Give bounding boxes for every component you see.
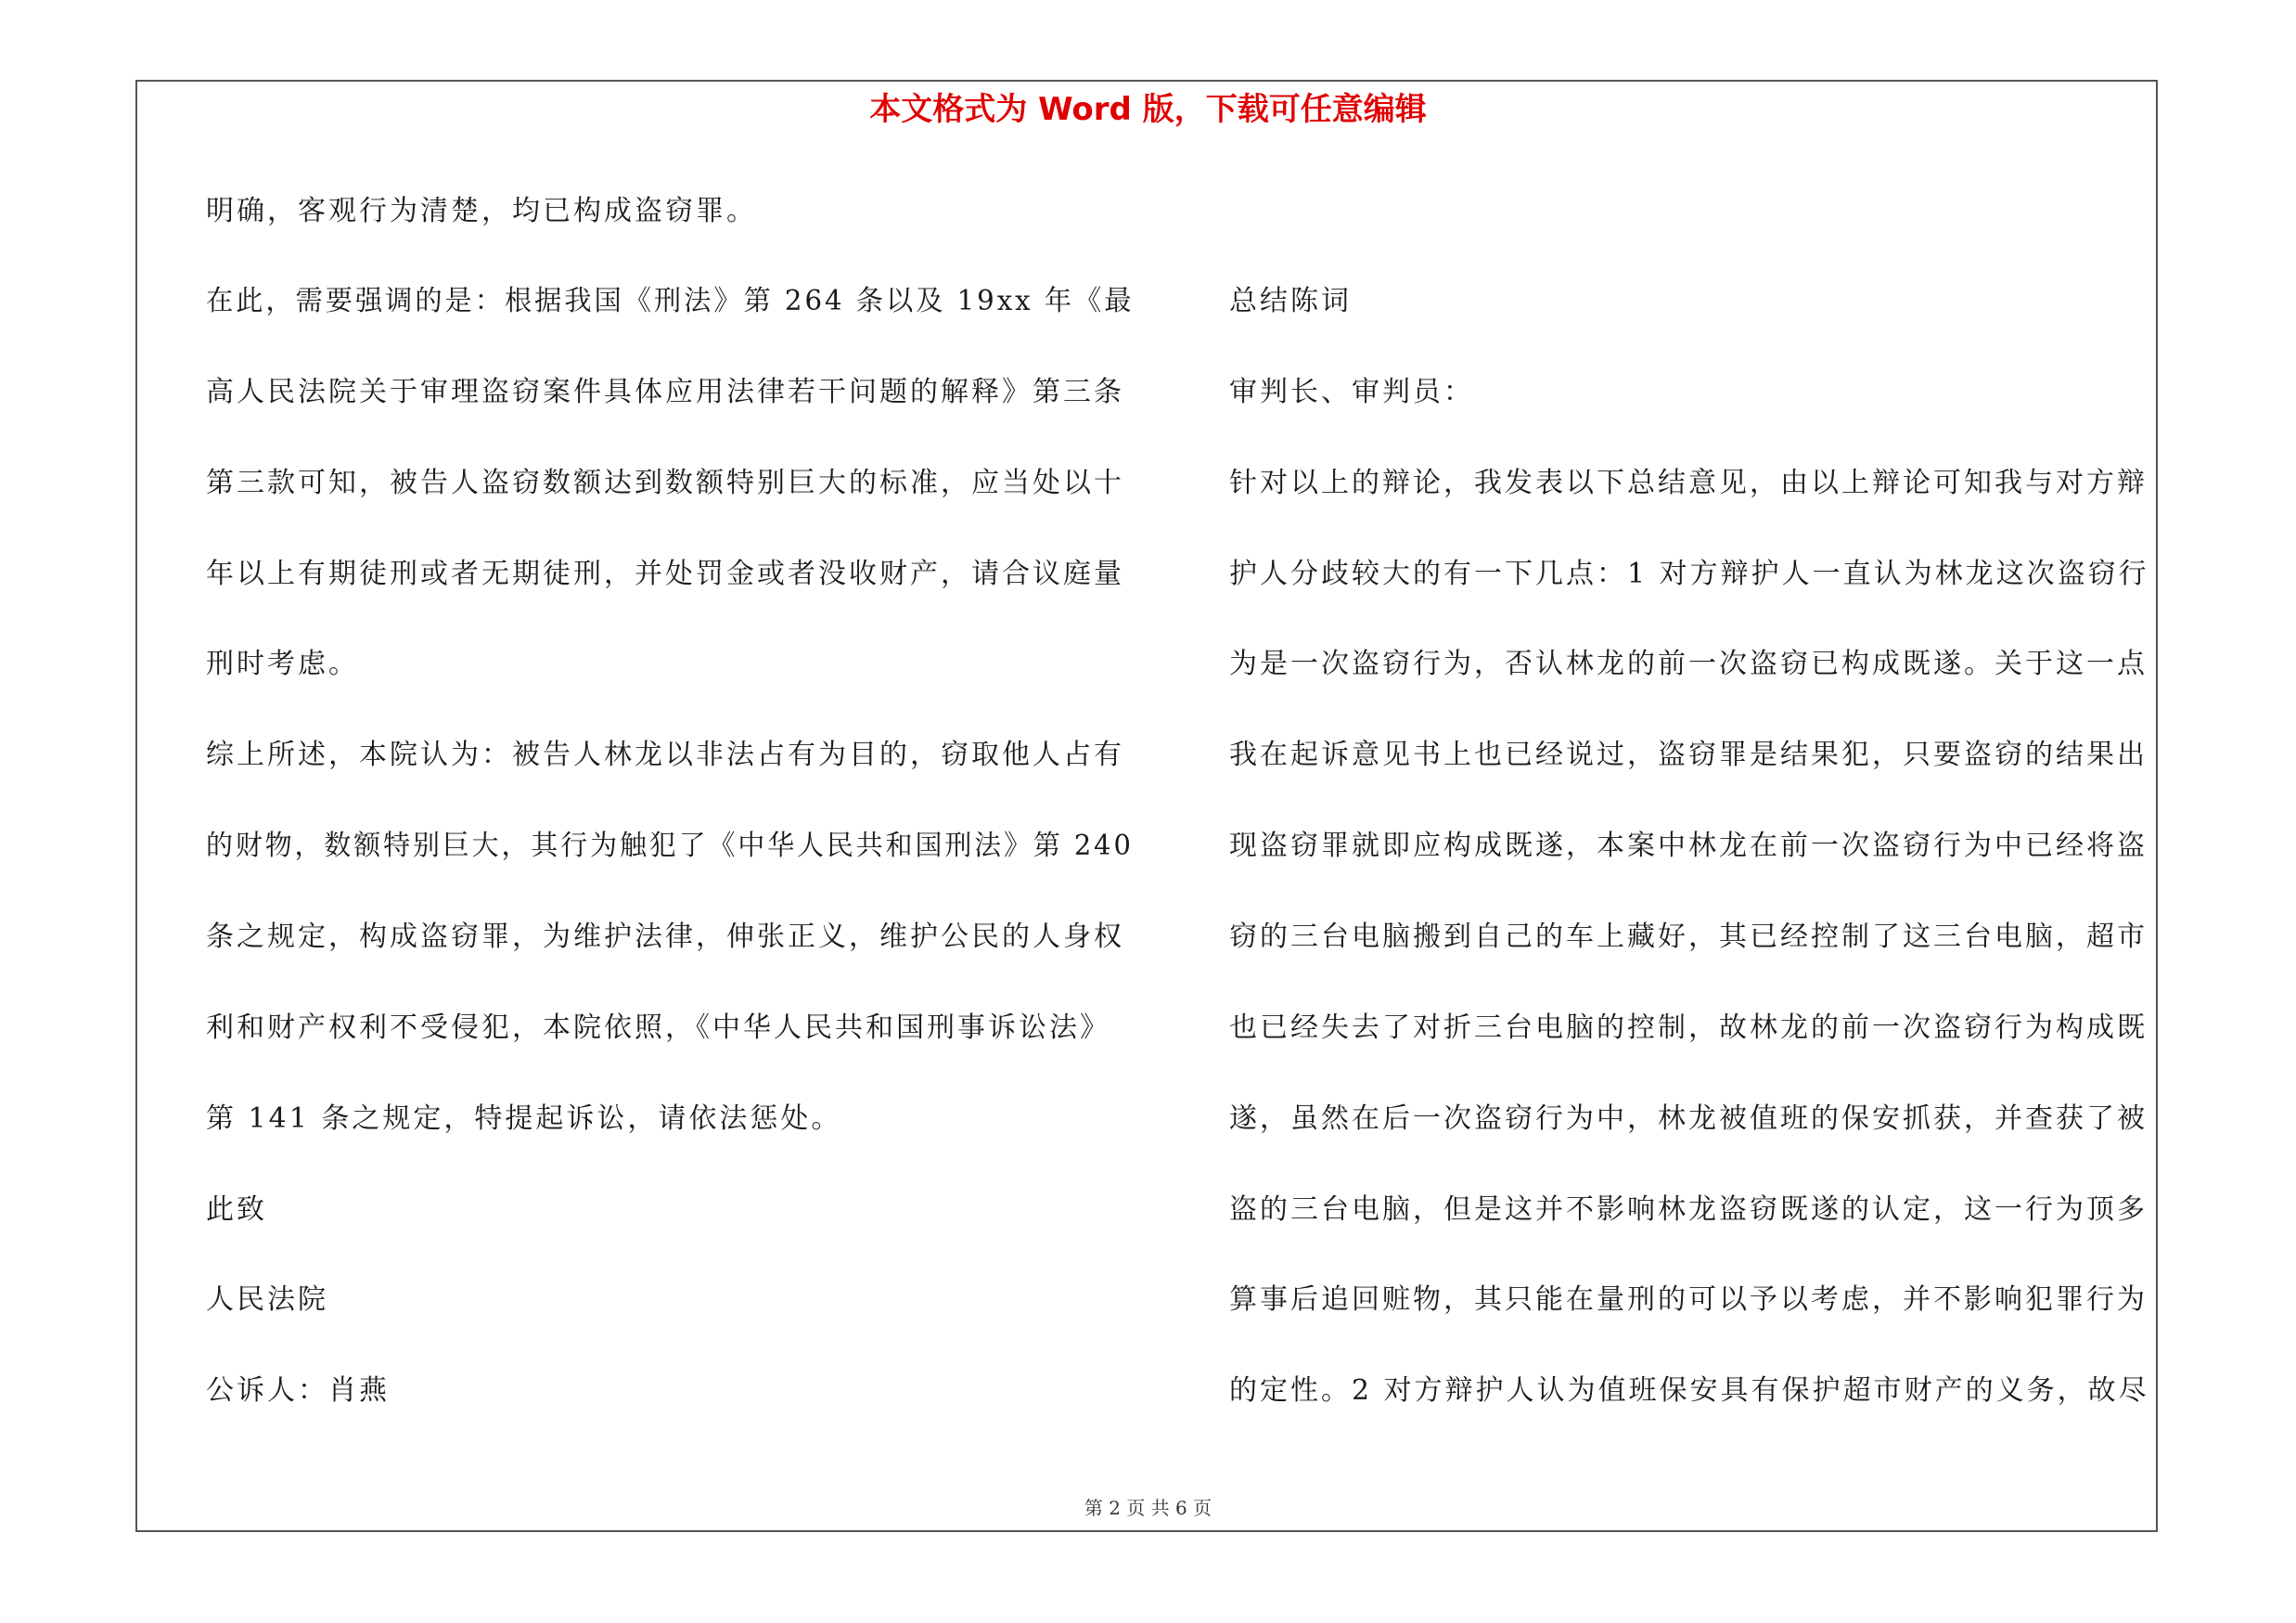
text-line: 我在起诉意见书上也已经说过，盗窃罪是结果犯，只要盗窃的结果出 xyxy=(1229,739,2148,771)
text-line: 高人民法院关于审理盗窃案件具体应用法律若干问题的解释》第三条 xyxy=(206,376,1124,408)
text-line: 年以上有期徒刑或者无期徒刑，并处罚金或者没收财产，请合议庭量 xyxy=(206,558,1124,590)
text-line: 审判长、审判员： xyxy=(1229,376,1474,408)
text-line: 人民法院 xyxy=(206,1283,328,1316)
word-format-banner: 本文格式为 Word 版，下载可任意编辑 xyxy=(869,91,1427,128)
text-line: 为是一次盗窃行为，否认林龙的前一次盗窃已构成既遂。关于这一点 xyxy=(1229,648,2148,680)
text-line: 明确，客观行为清楚，均已构成盗窃罪。 xyxy=(206,195,757,227)
page-number: 第 2 页 共 6 页 xyxy=(1084,1497,1212,1519)
text-line: 在此，需要强调的是：根据我国《刑法》第 264 条以及 19xx 年《最 xyxy=(206,285,1135,317)
text-line: 也已经失去了对折三台电脑的控制，故林龙的前一次盗窃行为构成既 xyxy=(1229,1011,2148,1044)
text-line: 第三款可知，被告人盗窃数额达到数额特别巨大的标准，应当处以十 xyxy=(206,467,1124,499)
text-line: 护人分歧较大的有一下几点：1 对方辩护人一直认为林龙这次盗窃行 xyxy=(1229,558,2149,590)
text-line: 遂，虽然在后一次盗窃行为中，林龙被值班的保安抓获，并查获了被 xyxy=(1229,1102,2148,1135)
text-line: 此致 xyxy=(206,1193,267,1226)
text-line: 公诉人：肖燕 xyxy=(206,1374,390,1407)
text-line: 综上所述，本院认为：被告人林龙以非法占有为目的，窃取他人占有 xyxy=(206,739,1124,771)
text-line: 刑时考虑。 xyxy=(206,648,359,680)
section-title: 总结陈词 xyxy=(1229,285,1352,317)
text-line: 窃的三台电脑搬到自己的车上藏好，其已经控制了这三台电脑，超市 xyxy=(1229,921,2148,953)
text-line: 针对以上的辩论，我发表以下总结意见，由以上辩论可知我与对方辩 xyxy=(1229,467,2148,499)
text-line: 盗的三台电脑，但是这并不影响林龙盗窃既遂的认定，这一行为顶多 xyxy=(1229,1193,2148,1226)
text-line: 算事后追回赃物，其只能在量刑的可以予以考虑，并不影响犯罪行为 xyxy=(1229,1283,2148,1316)
text-line: 利和财产权利不受侵犯，本院依照，《中华人民共和国刑事诉讼法》 xyxy=(206,1011,1110,1044)
text-line: 的财物，数额特别巨大，其行为触犯了《中华人民共和国刑法》第 240 xyxy=(206,830,1134,862)
text-line: 条之规定，构成盗窃罪，为维护法律，伸张正义，维护公民的人身权 xyxy=(206,921,1124,953)
text-line: 的定性。2 对方辩护人认为值班保安具有保护超市财产的义务，故尽 xyxy=(1229,1374,2149,1407)
text-line: 现盗窃罪就即应构成既遂，本案中林龙在前一次盗窃行为中已经将盗 xyxy=(1229,830,2148,862)
text-line: 第 141 条之规定，特提起诉讼，请依法惩处。 xyxy=(206,1102,842,1135)
